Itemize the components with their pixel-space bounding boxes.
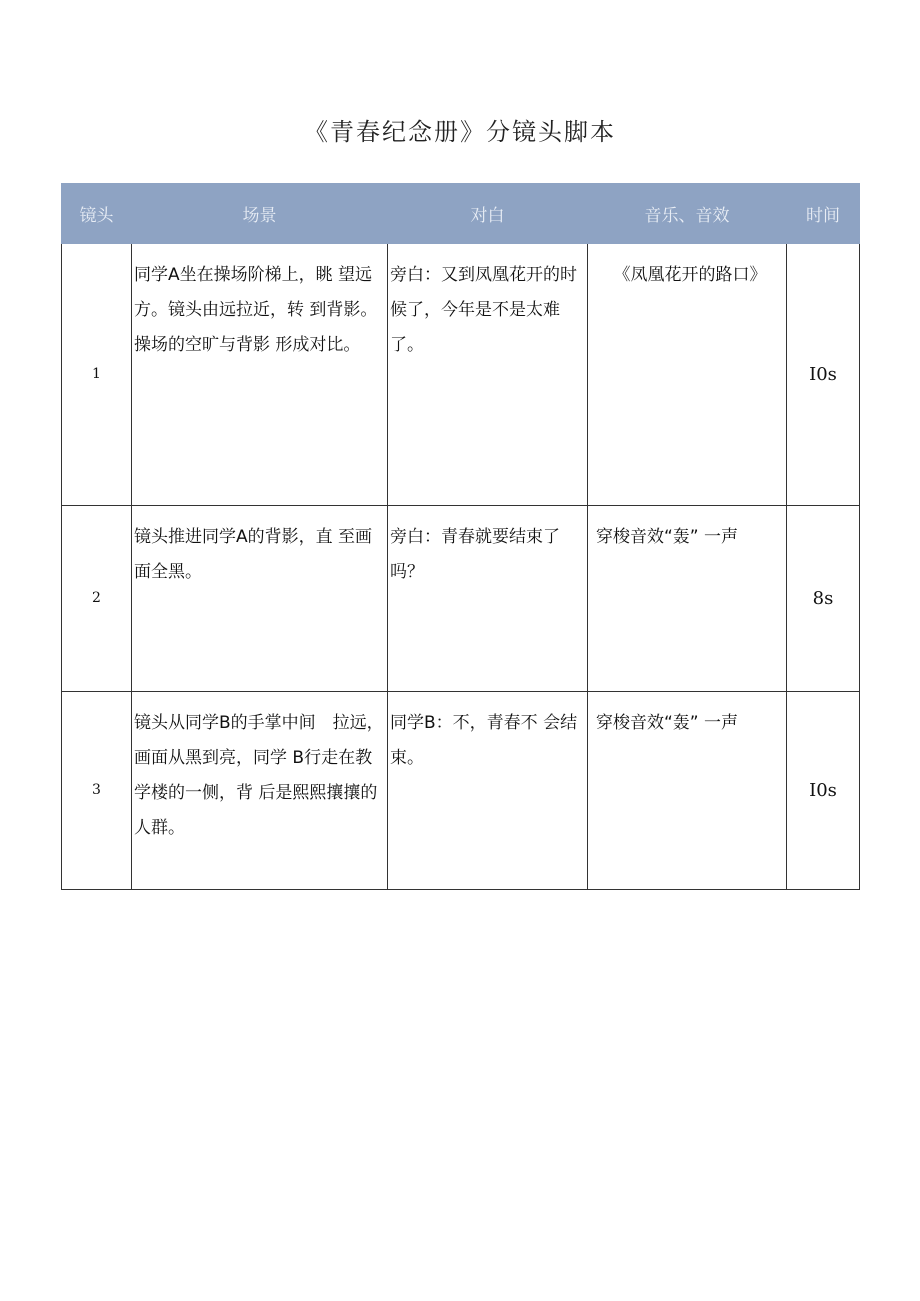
dialogue-cell: 旁白：青春就要结束了吗？ [388, 506, 588, 692]
shot-number: 1 [62, 244, 132, 506]
header-scene: 场景 [132, 184, 388, 244]
music-cell: 《凤凰花开的路口》 [588, 244, 787, 506]
time-cell: 8s [787, 506, 860, 692]
dialogue-cell: 旁白：又到凤凰花开的时候了，今年是不是太难了。 [388, 244, 588, 506]
storyboard-table [61, 183, 860, 890]
header-time: 时间 [787, 184, 860, 244]
header-dialogue: 对白 [388, 184, 588, 244]
music-cell: 穿梭音效“轰” 一声 [588, 692, 787, 890]
time-cell: I0s [787, 692, 860, 890]
table-row [62, 244, 860, 506]
time-cell: I0s [787, 244, 860, 506]
scene-cell: 镜头推进同学A的背影，直 至画面全黑。 [132, 506, 388, 692]
header-shot: 镜头 [62, 184, 132, 244]
page-title: 《青春纪念册》分镜头脚本 [304, 118, 616, 146]
shot-number: 2 [62, 506, 132, 692]
dialogue-cell: 同学B：不，青春不 会结束。 [388, 692, 588, 890]
music-cell: 穿梭音效“轰” 一声 [588, 506, 787, 692]
table-header-row [62, 184, 860, 244]
scene-cell: 同学A坐在操场阶梯上，眺 望远方。镜头由远拉近，转 到背影。操场的空旷与背影 形成对比。 [132, 244, 388, 506]
table-row [62, 506, 860, 692]
shot-number: 3 [62, 692, 132, 890]
table-row [62, 692, 860, 890]
scene-cell: 镜头从同学B的手掌中间 拉远，画面从黑到亮，同学 B行走在教学楼的一侧，背 后是熙熙攘攘的人群。 [132, 692, 388, 890]
header-music: 音乐、音效 [588, 184, 787, 244]
